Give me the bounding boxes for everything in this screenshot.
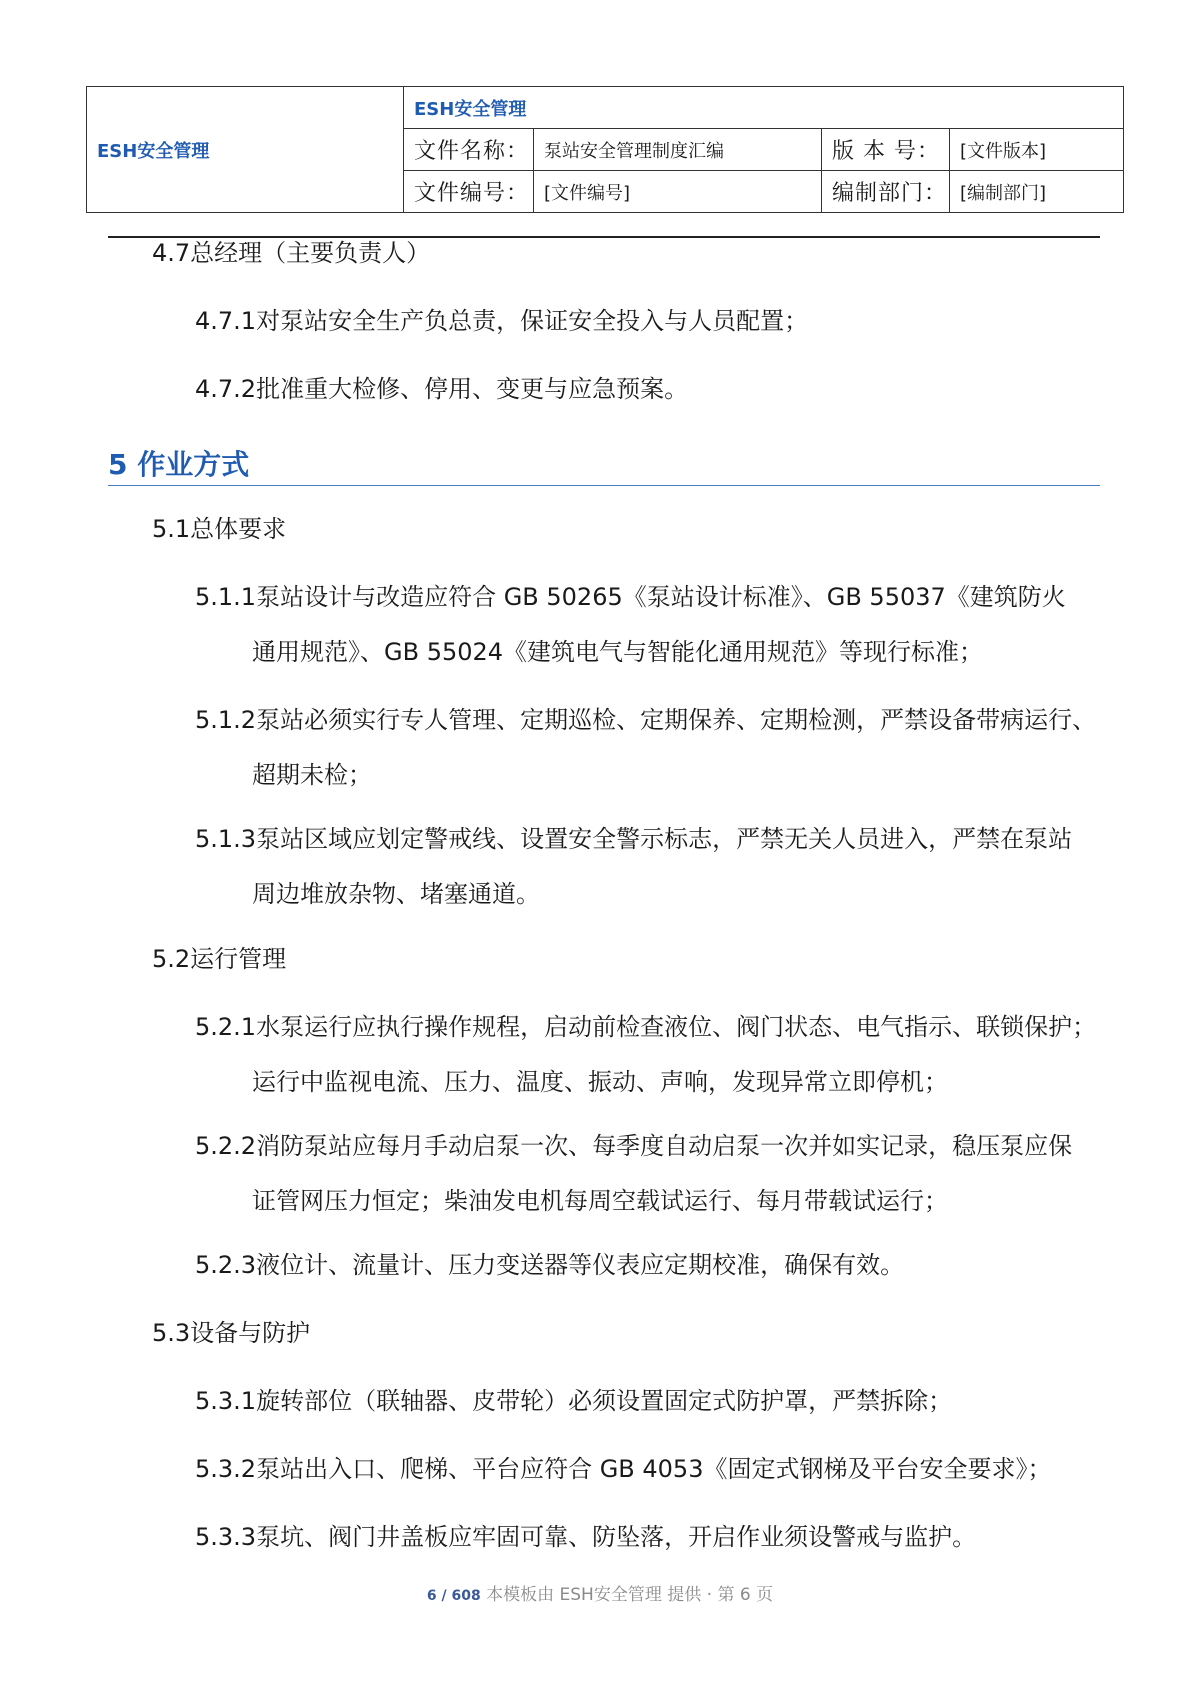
clause-5-2: 5.2运行管理	[152, 945, 287, 973]
clause-5-3: 5.3设备与防护	[152, 1319, 311, 1347]
clause-4-7: 4.7总经理（主要负责人）	[152, 239, 431, 267]
version-label: 版 本 号：	[822, 129, 950, 171]
clause-5-1-3-line2: 周边堆放杂物、堵塞通道。	[252, 880, 540, 908]
header-brand-left: ESH安全管理	[87, 87, 404, 213]
file-number-value: [文件编号]	[534, 171, 822, 213]
clause-5-2-2-line1: 5.2.2消防泵站应每月手动启泵一次、每季度自动启泵一次并如实记录，稳压泵应保	[195, 1132, 1073, 1160]
page-footer	[0, 1580, 1200, 1605]
clause-5-1-3-line1: 5.1.3泵站区域应划定警戒线、设置安全警示标志，严禁无关人员进入，严禁在泵站	[195, 825, 1073, 853]
clause-5-1-1-line1: 5.1.1泵站设计与改造应符合 GB 50265《泵站设计标准》、GB 55037《建筑防火	[195, 583, 1066, 611]
clause-5-3-1: 5.3.1旋转部位（联轴器、皮带轮）必须设置固定式防护罩，严禁拆除；	[195, 1387, 953, 1415]
footer-text: 本模板由 ESH安全管理 提供 · 第 6 页	[486, 1585, 774, 1605]
file-name-label: 文件名称：	[404, 129, 534, 171]
clause-5-2-3: 5.2.3液位计、流量计、压力变送器等仪表应定期校准，确保有效。	[195, 1251, 905, 1279]
version-value: [文件版本]	[950, 129, 1124, 171]
file-name-value: 泵站安全管理制度汇编	[534, 129, 822, 171]
department-value: [编制部门]	[950, 171, 1124, 213]
clause-5-1-1-line2: 通用规范》、GB 55024《建筑电气与智能化通用规范》等现行标准；	[252, 638, 984, 666]
clause-5-1-2-line2: 超期未检；	[252, 761, 372, 789]
clause-4-7-1: 4.7.1对泵站安全生产负总责，保证安全投入与人员配置；	[195, 307, 809, 335]
page-fraction: 6 / 608	[426, 1588, 481, 1604]
clause-5-1-2-line1: 5.1.2泵站必须实行专人管理、定期巡检、定期保养、定期检测，严禁设备带病运行、	[195, 706, 1097, 734]
section-5-title: 5 作业方式	[108, 448, 250, 481]
clause-4-7-2: 4.7.2批准重大检修、停用、变更与应急预案。	[195, 375, 689, 403]
clause-5-2-1-line2: 运行中监视电流、压力、温度、振动、声响，发现异常立即停机；	[252, 1068, 948, 1096]
file-number-label: 文件编号：	[404, 171, 534, 213]
clause-5-3-2: 5.3.2泵站出入口、爬梯、平台应符合 GB 4053《固定式钢梯及平台安全要求》；	[195, 1455, 1052, 1483]
department-label: 编制部门：	[822, 171, 950, 213]
clause-5-2-1-line1: 5.2.1水泵运行应执行操作规程，启动前检查液位、阀门状态、电气指示、联锁保护；	[195, 1013, 1097, 1041]
document-header-table	[86, 86, 1124, 213]
header-brand-top: ESH安全管理	[404, 87, 1124, 129]
section-5-underline	[108, 485, 1100, 486]
clause-5-3-3: 5.3.3泵坑、阀门井盖板应牢固可靠、防坠落，开启作业须设警戒与监护。	[195, 1523, 977, 1551]
clause-5-1: 5.1总体要求	[152, 515, 287, 543]
clause-5-2-2-line2: 证管网压力恒定；柴油发电机每周空载试运行、每月带载试运行；	[252, 1187, 948, 1215]
